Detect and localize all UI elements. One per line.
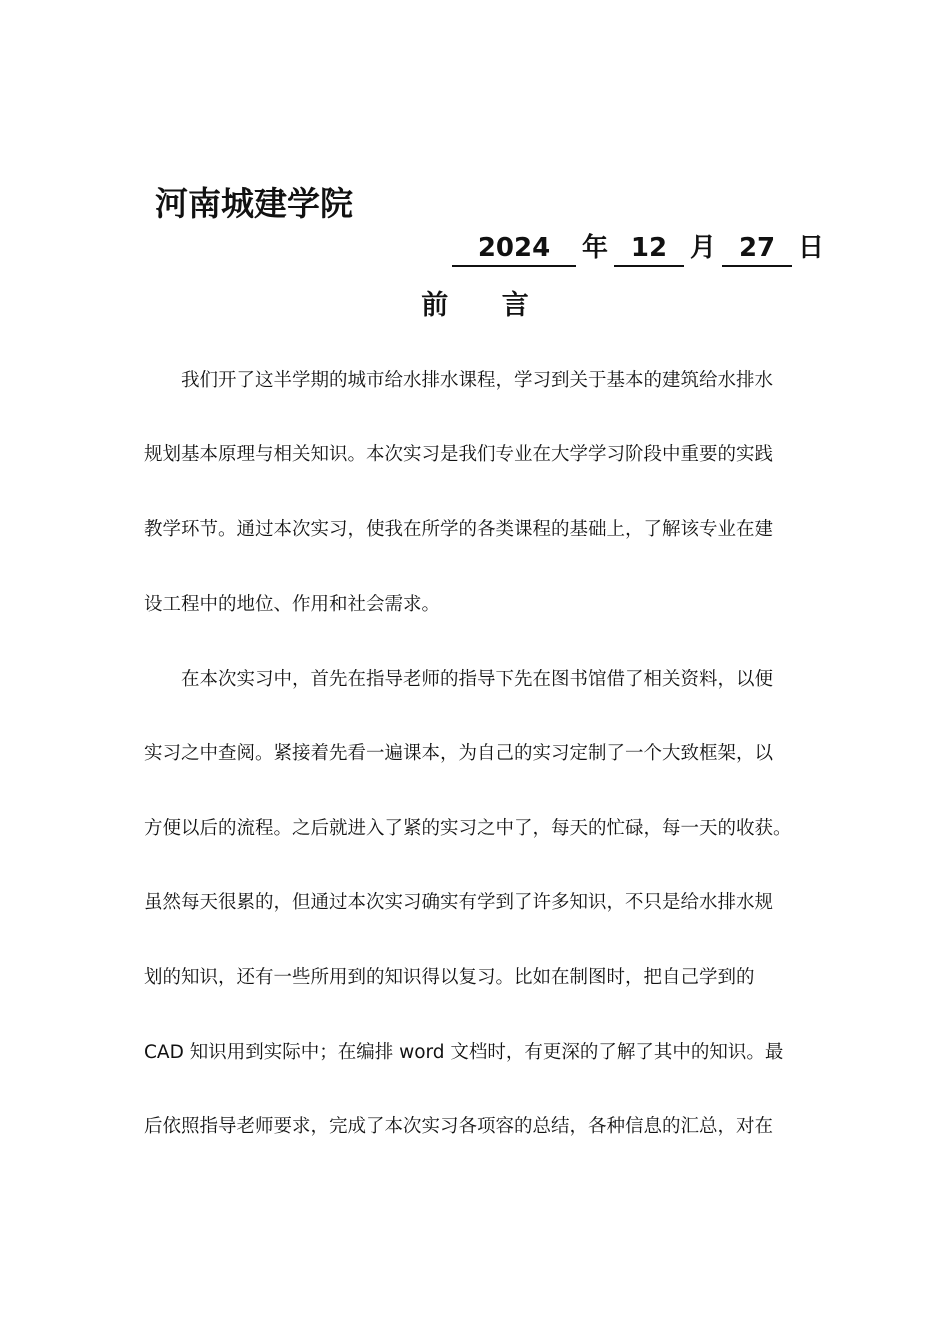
paragraph-line: CAD 知识用到实际中；在编排 word 文档时，有更深的了解了其中的知识。最 — [144, 1042, 784, 1063]
date-month-unit: 月 — [690, 233, 717, 263]
paragraph-line: 设工程中的地位、作用和社会需求。 — [144, 594, 441, 615]
paragraph-line: 实习之中查阅。紧接着先看一遍课本，为自己的实习定制了一个大致框架，以 — [144, 743, 774, 764]
paragraph-line: 在本次实习中，首先在指导老师的指导下先在图书馆借了相关资料，以便 — [181, 669, 774, 690]
date-line — [452, 231, 830, 267]
school-name: 河南城建学院 — [155, 184, 353, 223]
paragraph-line: 教学环节。通过本次实习，使我在所学的各类课程的基础上，了解该专业在建 — [144, 519, 774, 540]
paragraph-line: 我们开了这半学期的城市给水排水课程，学习到关于基本的建筑给水排水 — [181, 370, 774, 391]
date-day-unit: 日 — [798, 233, 825, 263]
paragraph-line: 方便以后的流程。之后就进入了紧的实习之中了，每天的忙碌，每一天的收获。 — [144, 818, 792, 839]
date-year: 2024 — [452, 231, 576, 267]
date-month: 12 — [614, 231, 684, 267]
paragraph-line: 划的知识，还有一些所用到的知识得以复习。比如在制图时，把自己学到的 — [144, 967, 755, 988]
preface-title: 前 言 — [421, 290, 551, 321]
date-year-unit: 年 — [582, 233, 609, 263]
paragraph-line: 虽然每天很累的，但通过本次实习确实有学到了许多知识，不只是给水排水规 — [144, 892, 774, 913]
paragraph-line: 后依照指导老师要求，完成了本次实习各项容的总结，各种信息的汇总，对在 — [144, 1116, 774, 1137]
paragraph-line: 规划基本原理与相关知识。本次实习是我们专业在大学学习阶段中重要的实践 — [144, 444, 774, 465]
date-day: 27 — [722, 231, 792, 267]
